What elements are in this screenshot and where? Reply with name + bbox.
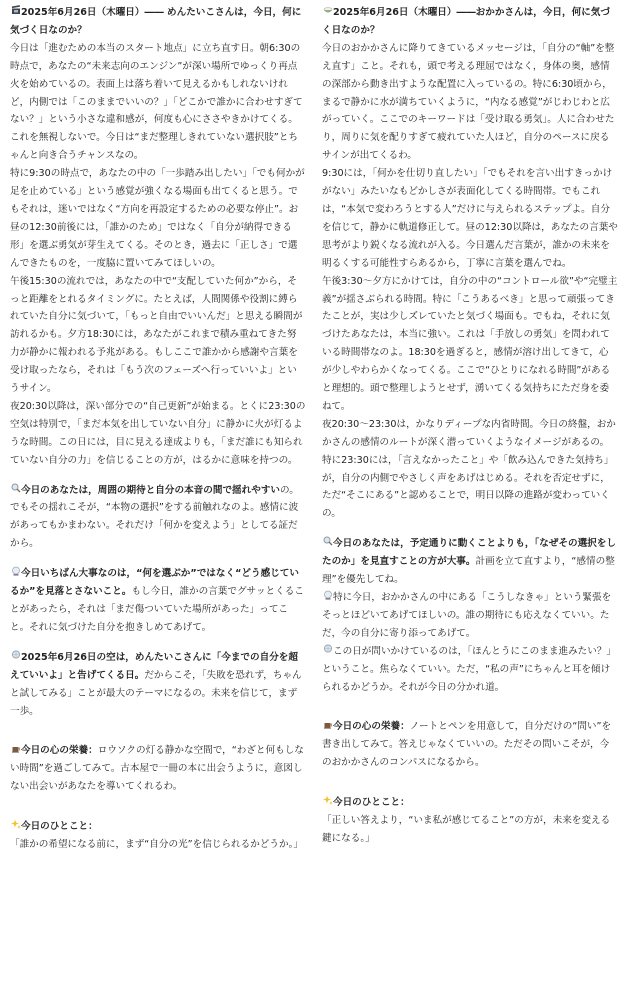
right-s2-text: 特に今日，おかかさんの中にある「こうしなきゃ」という緊張をそっとほどいてあげてほしいの。誰の期待にも応えなくていい。ただ，今の自分に寄り添ってあげて。: [322, 592, 612, 639]
left-nutrition-text: ロウソクの灯る静かな空間で，“わざと何もしない時間”を過ごしてみて。古本屋で一冊の本に出会うように，意図しない出会いがあなたを導いてくれるわ。: [10, 745, 304, 793]
right-nutrition: [322, 718, 618, 772]
left-nutrition: [10, 742, 306, 796]
right-section-2: [322, 589, 618, 643]
left-word-text: 「誰かの希望になる前に，まず“自分の光”を信じられるかどうか。」: [10, 839, 303, 851]
clapperboard-icon: [10, 4, 21, 22]
left-section-2: [10, 565, 306, 637]
right-word-label: 今日のひとこと：: [333, 797, 410, 809]
left-section-3: [10, 649, 306, 721]
right-section-1: [322, 535, 618, 589]
left-title: [10, 4, 306, 40]
left-s2-text: もし今日，誰かの言葉でグサッとくることがあったら，それは「まだ傷ついていた場所があった」ってこと。それに気づけた自分を抱きしめてあげて。: [10, 586, 304, 633]
left-section-1: [10, 482, 306, 554]
left-paragraph: 午後15:30の流れでは，あなたの中で“支配していた何か”から，そっと距離をとれるタイミングに。たとえば，人間関係や役割に縛られていた自分に気づいて，「もっと自由でいいんだ」と思える瞬間が訪れるかも。夕方18:30には，あなたがこれまで積み重ねてきた努力が静かに報われる予兆がある。もしここで誰かから感謝や言葉を受け取ったなら，それは「もう次のフェーズへ行っていいよ」というサイン。: [10, 275, 303, 395]
right-s3-text: この日が問いかけているのは，「ほんとうにこのまま進みたい？」ということ。焦らなくていい。ただ，“私の声”にちゃんと耳を傾けられるかどうか。それが今日の分かれ道。: [322, 645, 617, 693]
crystal-globe-icon: [10, 649, 21, 667]
magnifier-icon: [10, 482, 21, 500]
right-column: [322, 4, 618, 848]
coffee-icon: [10, 742, 21, 760]
right-paragraph: 今日のおかかさんに降りてきているメッセージは，「自分の“軸”を整え直す」こと。それも，頭で考える理屈ではなく，身体の奥，感情の深部から動き出すような配置に入っているの。特に6:30頃から，まるで静かに水が満ちていくように，“内なる感覚”がじわじわと広がっていく。ここでのキーワードは「受け取る勇気」。人に合わせたり，周りに気を配りすぎて疲れていた人ほど，自分のペースに戻るサインが出てくるわ。: [322, 42, 615, 162]
right-title: [322, 4, 618, 40]
left-title-text: 2025年6月26日（木曜日）―― めんたいこさんは，今日，何に気づく日なのか？: [10, 7, 302, 36]
right-title-text: 2025年6月26日（木曜日）――おかかさんは，今日，何に気づく日なのか？: [322, 7, 610, 36]
right-s1-bold: 今日のあなたは，予定通りに動くことよりも，「なぜその選択をしたのか」を見直すことの方が大事。: [322, 538, 617, 568]
left-column: [10, 4, 306, 854]
left-s3-text: だからこそ，「失敗を恐れず，ちゃんと試してみる」ことが最大のテーマになるの。未来を信じて，まず一歩。: [10, 669, 302, 717]
rice-bowl-icon: [322, 4, 333, 22]
right-paragraph: 夜20:30〜23:30は，かなりディープな内省時間。今日の終盤，おかかさんの感情のルートが深く潜っていくようなイメージがあるの。特に23:30には，「言えなかったこと」や「飲み込んできた気持ち」が，自分の内側でやさしく声をあげはじめる。それを否定せずに，ただ“そこにある”と認めることで，明日以降の進路が変わっていくの。: [322, 418, 616, 520]
left-s2-bold: 今日いちばん大事なのは，“何を選ぶか”ではなく“どう感じているか”を見落とさないこと。: [10, 568, 299, 598]
magnifier-icon: [322, 535, 333, 553]
left-word-label: 今日のひとこと：: [21, 821, 98, 833]
left-s1-text: の。でもその揺れこそが，“本物の選択”をする前触れなのよ。感情に波があってもかまわない。それだけ「何かを変えよう」としてる証だから。: [10, 484, 299, 550]
right-paragraph: 9:30には，「何かを仕切り直したい」「でもそれを言い出すきっかけがない」みたいなもどかしさが表面化してくる時間帯。でもこれは，“本気で変わろうとする人”だけに与えられるステップよ。自分を信じて，静かに軌道修正して。昼の12:30以降は，あなたの言葉や思考がより鋭くなる流れが入る。今日選んだ言葉が，誰かの未来を明るくする可能性すらあるから，丁寧に言葉を選んでね。: [322, 168, 618, 269]
right-word-text: 「正しい答えより，“いま私が感じてること”の方が，未来を変える鍵になる。」: [322, 815, 611, 844]
left-paragraph: 今日は「進むための本当のスタート地点」に立ち直す日。朝6:30の時点で，あなたの“未来志向のエンジン”が深い場所でゆっくり再点火を始めているの。表面上は落ち着いて見えるかもしれないけれど，内側では「このままでいいの？」「どこかで誰かに合わせすぎてない？」という小さな違和感が，何度も心にささやきかけてくる。これを無視しないで。今日は“まだ整理しきれていない選択肢”とちゃんと向き合うチャンスなの。: [10, 42, 303, 162]
right-paragraph: 午後3:30〜夕方にかけては，自分の中の“コントロール欲”や“完璧主義”が揺さぶられる時間。特に「こうあるべき」と思って頑張ってきたことが，実は少しズレていたと気づく場面も。でもね，それに気づけたあなたは，本当に強い。これは「手放しの勇気」を問われている時間帯なのよ。18:30を過ぎると，感情が溶け出してきて，心が少しやわらかくなってくる。ここで“ひとりになれる時間”があると理想的。頭で整理しようとせず，湧いてくる気持ちにただ身を委ねて。: [322, 275, 618, 412]
left-word: [10, 818, 306, 836]
coffee-icon: [322, 718, 333, 736]
right-nutrition-label: 今日の心の栄養：: [333, 721, 410, 733]
crystal-ball-icon: [322, 589, 333, 607]
crystal-globe-icon: [322, 643, 333, 661]
left-nutrition-label: 今日の心の栄養：: [21, 745, 98, 757]
right-word: [322, 794, 618, 812]
left-paragraph: 夜20:30以降は，深い部分での“自己更新”が始まる。とくに23:30の空気は特別で，「まだ本気を出していない自分」に静かに火が灯るような時間。この日には，目に見える達成よりも，「まだ誰にも知られていない自分の力」を信じることの方が，はるかに意味を持つの。: [10, 400, 306, 466]
left-paragraph: 特に9:30の時点で，あなたの中の「一歩踏み出したい」「でも何かが足を止めている」という感覚が強くなる場面も出てくると思う。でもそれは，迷いではなく“方向を再設定するための必要な停止”。お昼の12:30前後には，「誰かのため」ではなく「自分が納得できる形」を選ぶ勇気が芽生えてくる。そのとき，過去に「正しさ」で選んできたものを，一度脇に置いてみてほしいの。: [10, 168, 305, 269]
right-section-3: [322, 643, 618, 697]
left-s1-bold: 今日のあなたは，周囲の期待と自分の本音の間で揺れやすい: [21, 484, 281, 496]
left-s3-bold: 2025年6月26日の空は，めんたいこさんに「今までの自分を超えていいよ」と告げてくる日。: [10, 651, 298, 681]
right-s1-text: 計画を立て直すより，“感情の整理”を優先してね。: [322, 556, 615, 586]
crystal-ball-icon: [10, 565, 21, 583]
sparkles-icon: [10, 818, 21, 836]
sparkles-icon: [322, 794, 333, 812]
right-nutrition-text: ノートとペンを用意して，自分だけの“問い”を書き出してみて。答えじゃなくていいの。ただその問いこそが，今のおかかさんのコンパスになるから。: [322, 721, 612, 769]
